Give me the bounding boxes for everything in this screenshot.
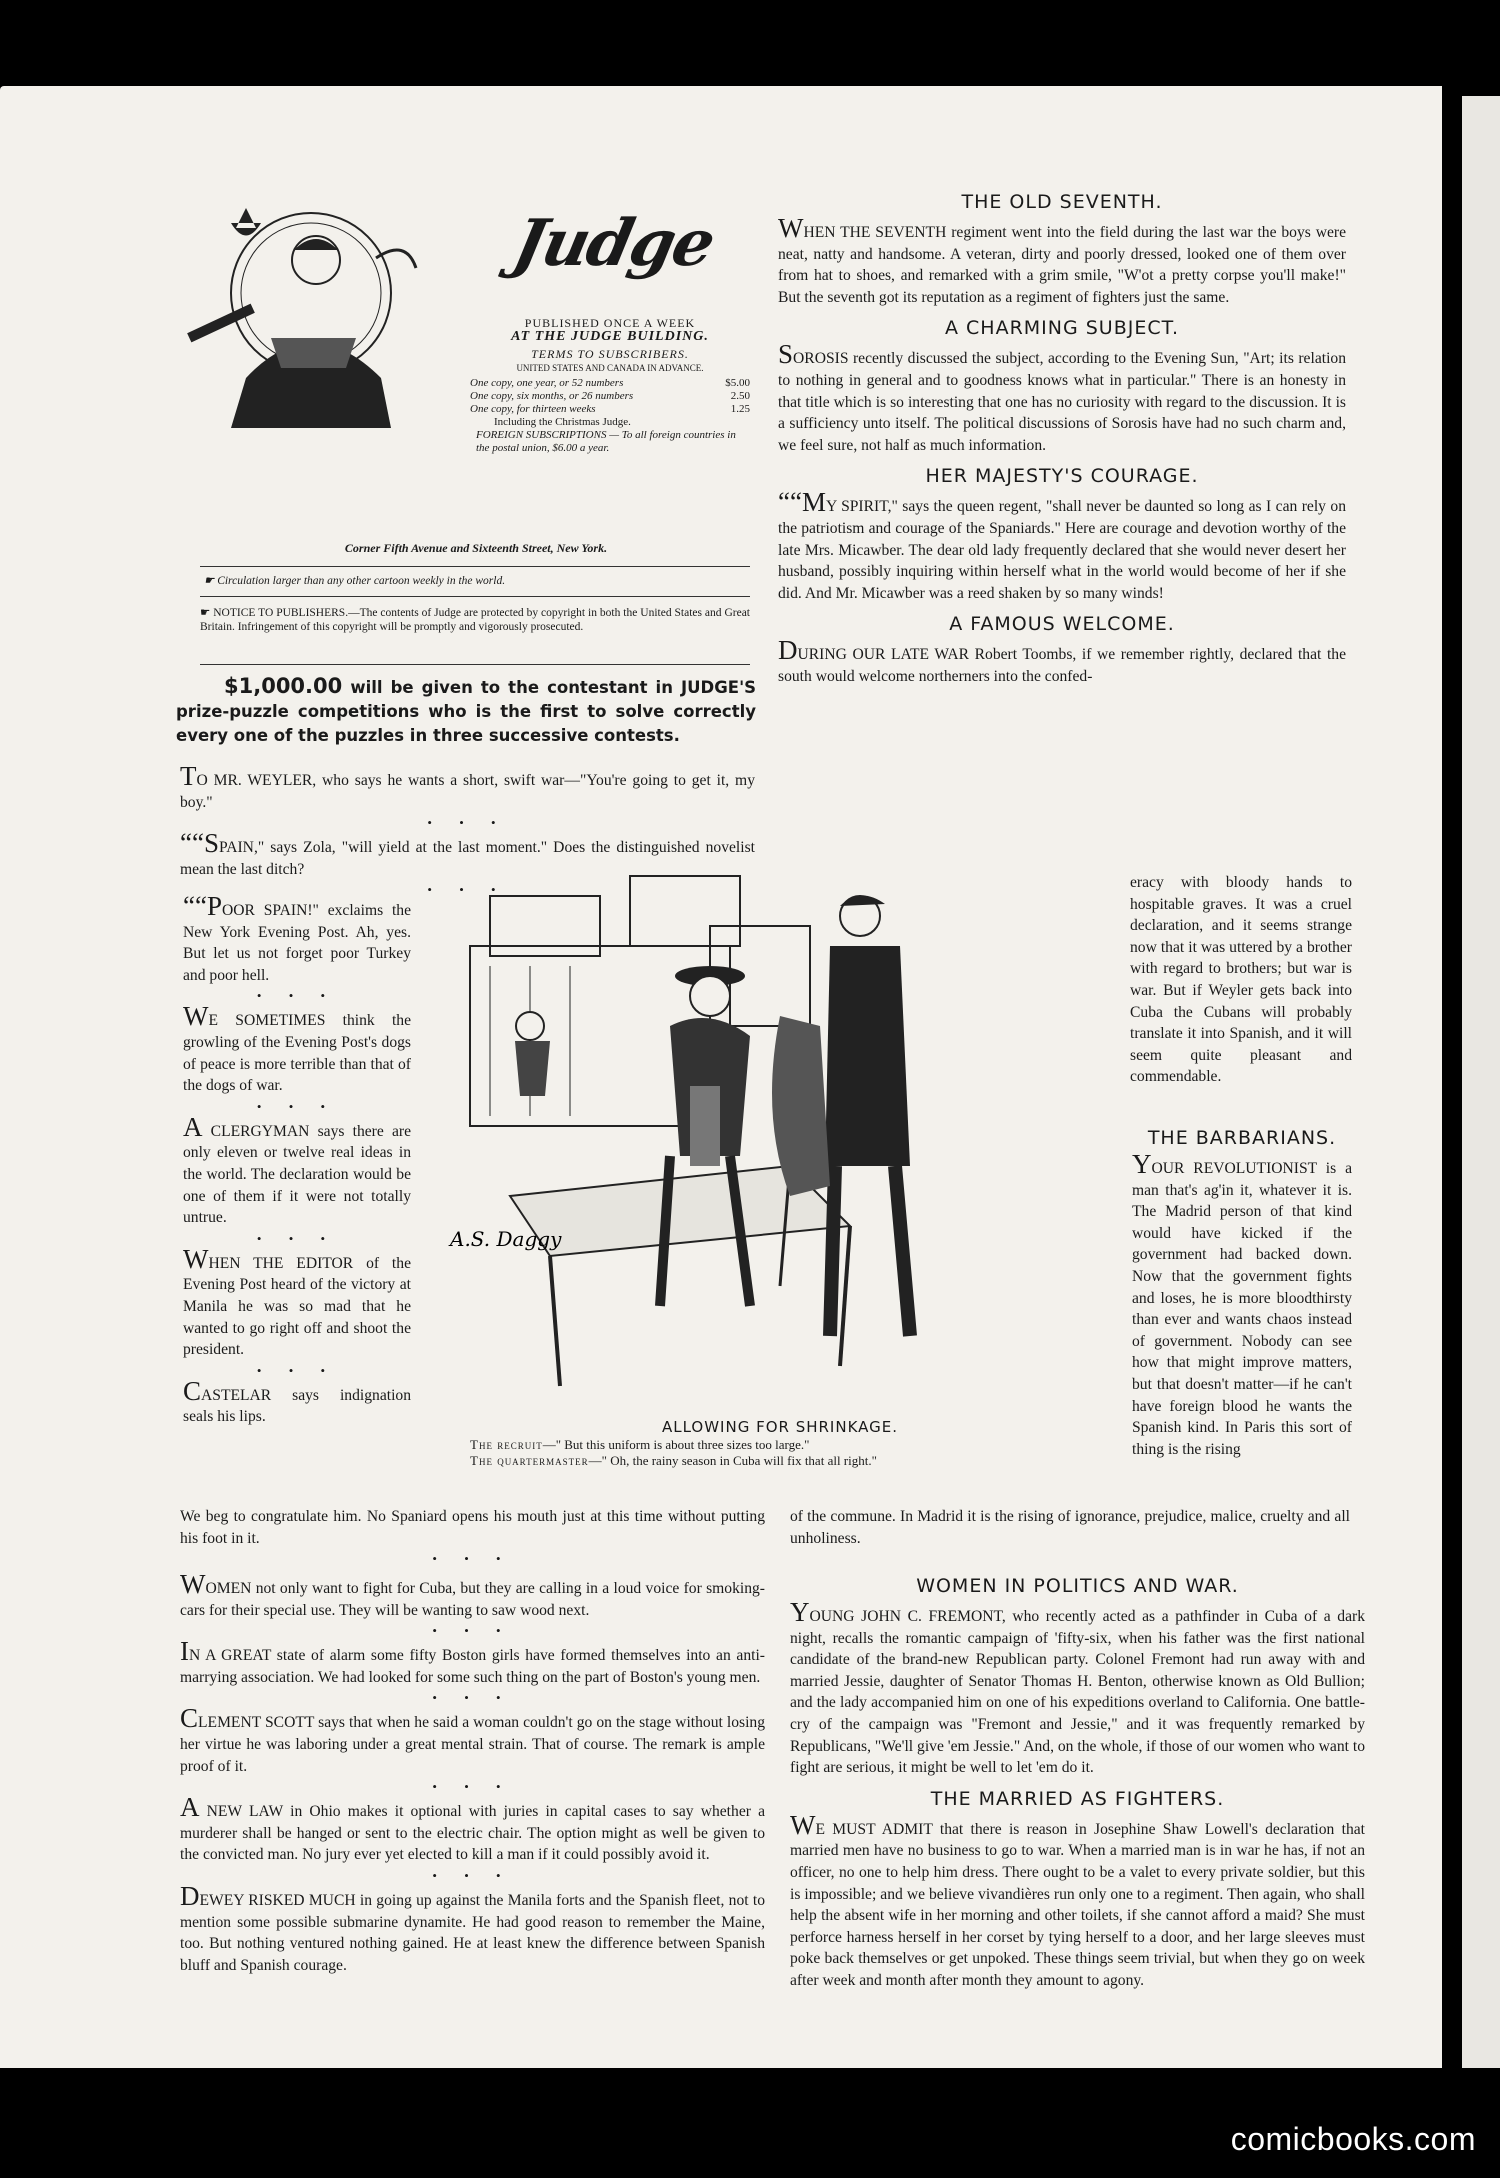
section-title: HER MAJESTY'S COURAGE. [925,465,1199,488]
section-title: A CHARMING SUBJECT. [944,317,1180,340]
foreign-line: FOREIGN SUBSCRIPTIONS — To all foreign countries in the postal union, $6.00 a year. [476,429,736,454]
cartoon-caption [470,1419,1090,1469]
christmas-line: Including the Christmas Judge. [494,416,631,428]
barbarians-column [1132,1126,1352,1460]
paragraph: TO MR. WEYLER, who says he wants a short, swift war—"You're going to get it, my boy." [180,761,755,811]
separator: • • • [256,1230,338,1246]
rule [200,596,750,597]
paragraph: ““MY SPIRIT," says the queen regent, "shall never be daunted so long as I can rely on the patriotism and courage of the Spaniards." Here are courage and devotion worthy of the late Mrs. Micawber. The dear old lady frequently declared that she would never desert her husband, possibly inquiring within herself what in the world would become of her if she did. And Mr. Micawber was a reed shaken by so many winds! [778,487,1346,602]
newspaper-page [0,86,1442,2068]
masthead-info [470,316,750,455]
paragraph: A CLERGYMAN says there are only eleven or twelve real ideas in the world. The declaration would be one of them if it were not totally untrue. [183,1111,411,1227]
paragraph: ““SPAIN," says Zola, "will yield at the last moment." Does the distinguished novelist mean the last ditch? [180,828,755,878]
pointing-hand-icon: ☛ [204,575,218,587]
published-line: PUBLISHED ONCE A WEEK [524,316,696,330]
separator: • • • [432,1867,513,1883]
separator: • • • [256,1362,338,1378]
paragraph: WHEN THE EDITOR of the Evening Post heard of the victory at Manila he was so mad that he wanted to go right off and shoot the president. [183,1243,411,1359]
address-line: Corner Fifth Avenue and Sixteenth Street, New York. [344,541,608,555]
paragraph: of the commune. In Madrid it is the rising of ignorance, prejudice, malice, cruelty and all unholiness. [790,1508,1350,1547]
section-title: WOMEN IN POLITICS AND WAR. [916,1575,1239,1597]
prize-text: will be given to the contestant in JUDGE'S prize-puzzle competitions who is the first to solve correctly every one of the puzzles in three successive contests. [176,678,757,745]
section-title: THE BARBARIANS. [1147,1127,1337,1149]
site-watermark: comicbooks.com [1230,2121,1476,2157]
section-title: A FAMOUS WELCOME. [949,613,1175,636]
pointing-hand-icon: ☛ [200,607,214,619]
paragraph: CASTELAR says indignation seals his lips. [183,1375,411,1426]
separator: • • • [427,882,508,898]
adjacent-page-edge [1462,96,1500,2068]
paragraph: WOMEN not only want to fight for Cuba, but they are calling in a loud voice for smoking-cars for their special use. They will be wanting to saw wood next. [180,1569,765,1619]
paragraph: WHEN THE SEVENTH regiment went into the field during the last war the boys were neat, natty and handsome. A veteran, dirty and poorly dressed, looked one of them over from hat to shoes, and remarked with a grim smile, "W'ot a pretty corpse you'll make!" But the seventh got its reputation as a regiment of fighters just the same. [778,213,1346,306]
price-row: 1.25 One copy, for thirteen weeks [470,403,750,415]
paragraph: CLEMENT SCOTT says that when he said a woman couldn't go on the stage without losing her virtue he was laboring under a great mental strain. That of course. The remark is ample proof of it. [180,1703,765,1775]
paragraph: YOUNG JOHN C. FREMONT, who recently acted as a pathfinder in Cuba of a dark night, recalls the romantic campaign of 'fifty-six, when his father was the first national candidate of the brand-new Republican party. Colonel Fremont had run away with and married Jessie, daughter of Senator Thomas H. Benton, otherwise known as Old Bullion; and the lady accompanied him on one of his expeditions overland to California. One battle-cry of the campaign was "Fremont and Jessie," and it was frequently remarked by Republicans, "We'll give 'em Jessie." And, on the whole, if those of our women who want to fight are serious, it might be well to let 'em do it. [790,1597,1365,1777]
prize-announcement [176,674,756,748]
paragraph: DEWEY RISKED MUCH in going up against the Manila forts and the Spanish fleet, not to mention some possible submarine dynamite. He had good reason to remember the Maine, too. But nothing ventured nothing gained. He at least knew the difference between Spanish bluff and Spanish courage. [180,1880,765,1974]
prize-amount: $1,000.00 [224,674,343,698]
separator: • • • [256,988,338,1004]
lower-right-column [790,1574,1365,1992]
section-title: THE MARRIED AS FIGHTERS. [930,1787,1225,1810]
building-line: AT THE JUDGE BUILDING. [511,329,709,344]
paragraph: WE MUST ADMIT that there is reason in Josephine Shaw Lowell's declaration that married men have no business to go to war. When a married man is in war he has, if not an officer, no one to help him dress. There ought to be a valet to every private soldier, but this is impossible; and we believe vivandières run only one to a regiment. Then again, who shall help the absent wife in her morning and other toilets, if she cannot afford a maid? She must perforce harness herself in her corset by tying herself to a door, and her large sleeves must poke back themselves or get unpoked. These things seem trivial, but when they go on week after week and month after month they amount to agony. [790,1809,1365,1989]
judge-figure-illustration [176,198,436,433]
separator: • • • [432,1779,513,1795]
narrow-column [183,891,411,1428]
separator: • • • [432,1623,513,1639]
advance-line: UNITED STATES AND CANADA IN ADVANCE. [516,363,704,373]
price-row: 2.50 One copy, six months, or 26 numbers [470,390,750,402]
shrinkage-cartoon [430,866,1000,1406]
caption-title: ALLOWING FOR SHRINKAGE. [661,1418,899,1436]
judge-logo: Judge [507,206,721,281]
separator: • • • [427,815,508,831]
price-row: $5.00 One copy, one year, or 52 numbers [470,377,750,389]
famous-welcome-continued [1130,872,1352,1088]
paragraph: SOROSIS recently discussed the subject, according to the Evening Sun, "Art; its relation to nothing in general and to goodness knows what in particular." There is an honesty in that title which is so interesting that one has no curiosity with regard to the discussion. It is a sufficiency unto itself. The political discussions of Sorosis have had no such charm and, we feel sure, not half as much information. [778,339,1346,454]
right-column-top [778,190,1346,688]
caption-line: The recruit—" But this uniform is about three sizes too large." [470,1437,810,1452]
caption-line: The quartermaster—" Oh, the rainy season in Cuba will fix that all right." [470,1453,877,1468]
price-list [470,377,750,455]
copyright-notice: ☛ NOTICE TO PUBLISHERS.—The contents of Judge are protected by copyright in both the United States and Great Britain. Infringement of this copyright will be promptly and vigorously prosecuted. [200,607,750,633]
paragraph: DURING OUR LATE WAR Robert Toombs, if we remember rightly, declared that the south would welcome northerners into the confed- [778,635,1346,685]
circulation-line: ☛ Circulation larger than any other cartoon weekly in the world. [204,575,506,587]
paragraph: A NEW LAW in Ohio makes it optional with juries in capital cases to say whether a murderer shall be hanged or sent to the electric chair. The option might as well be given to the convicted man. No jury ever yet elected to kill a man if it could possibly avoid it. [180,1792,765,1864]
castelar-continued [180,1506,765,1569]
separator: • • • [432,1690,513,1706]
separator: • • • [432,1551,513,1567]
artist-signature: A.S. Daggy [450,1227,562,1251]
rule [200,664,750,665]
paragraph: WE SOMETIMES think the growling of the Evening Post's dogs of peace is more terrible than that of the dogs of war. [183,1001,411,1095]
paragraph: ““POOR SPAIN!" exclaims the New York Evening Post. Ah, yes. But let us not forget poor Turkey and poor hell. [183,891,411,984]
terms-heading: TERMS TO SUBSCRIBERS. [531,347,689,361]
rule [200,566,750,567]
paragraph: IN A GREAT state of alarm some fifty Boston girls have formed themselves into an anti-marrying association. We had looked for some such thing on the part of Boston's young men. [180,1636,765,1686]
lower-left-column [180,1569,765,1976]
paragraph: eracy with bloody hands to hospitable graves. It was a cruel declaration, and it seems strange now that it was uttered by a brother with regard to brothers; but war is war. But if Weyler gets back into Cuba the Cubans will probably translate it into Spanish, and it will seem quite pleasant and commendable. [1130,874,1352,1086]
separator: • • • [256,1098,338,1114]
section-title: THE OLD SEVENTH. [961,191,1163,213]
barbarians-continued [790,1506,1350,1549]
paragraph: We beg to congratulate him. No Spaniard opens his mouth just at this time without putting his foot in it. [180,1508,765,1547]
paragraph: YOUR REVOLUTIONIST is a man that's ag'in it, whatever it is. The Madrid person of that kind would have kicked if the government had backed down. Now that the government fights and loses, he is more bloodthirsty than ever and wants chaos instead of government. Nobody can see how that might improve matters, but that doesn't matter—if he can't have foreign blood he wants the Spanish kind. In Paris this sort of thing is the rising [1132,1149,1352,1458]
